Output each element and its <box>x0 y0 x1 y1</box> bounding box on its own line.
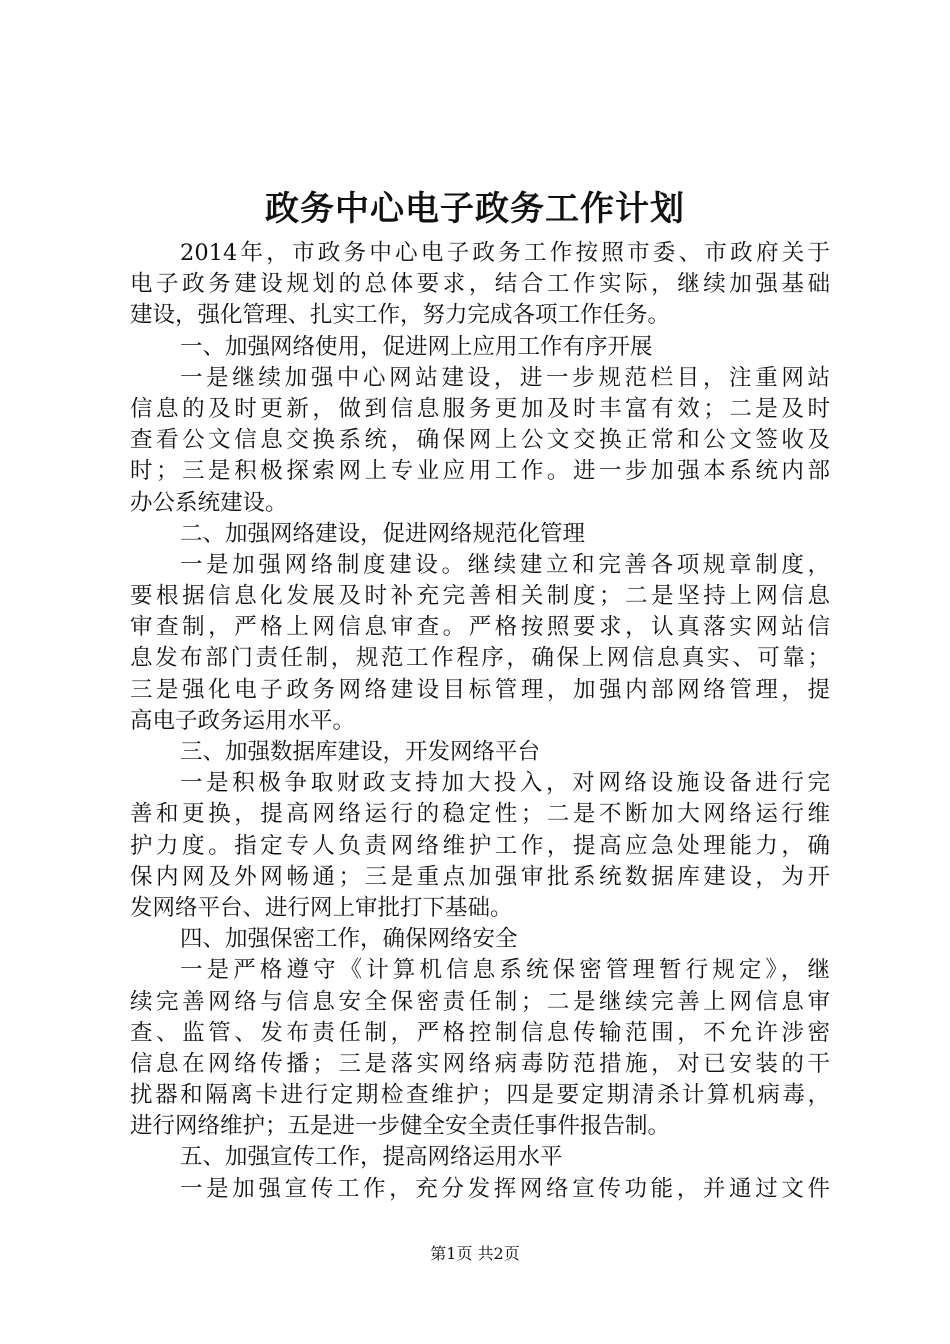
text-line: 息发布部门责任制，规范工作程序，确保上网信息真实、可靠； <box>130 645 830 672</box>
text-line: 查看公文信息交换系统，确保网上公文交换正常和公文签收及 <box>130 427 830 454</box>
section-heading: 四、加强保密工作，确保网络安全 <box>180 926 518 953</box>
text-line: 进行网络维护；五是进一步健全安全责任事件报告制。 <box>130 1113 671 1140</box>
text-line: 信息在网络传播；三是落实网络病毒防范措施，对已安装的干 <box>130 1050 830 1077</box>
text-line: 发网络平台、进行网上审批打下基础。 <box>130 894 513 921</box>
document-title: 政务中心电子政务工作计划 <box>265 189 685 229</box>
text-line: 一是继续加强中心网站建设，进一步规范栏目，注重网站 <box>180 364 830 391</box>
text-line: 高电子政务运用水平。 <box>130 707 356 734</box>
page-number-footer: 第1页 共2页 <box>430 1244 520 1263</box>
text-line: 善和更换，提高网络运行的稳定性；二是不断加大网络运行维 <box>130 801 830 828</box>
text-line: 一是加强宣传工作，充分发挥网络宣传功能，并通过文件 <box>180 1175 830 1202</box>
section-heading: 五、加强宣传工作，提高网络运用水平 <box>180 1144 563 1171</box>
document-body <box>130 238 830 1205</box>
text-line: 时；三是积极探索网上专业应用工作。进一步加强本系统内部 <box>130 458 830 485</box>
section-heading: 一、加强网络使用，促进网上应用工作有序开展 <box>180 333 653 360</box>
text-line: 一是严格遵守《计算机信息系统保密管理暂行规定》，继 <box>180 957 830 984</box>
section-heading: 三、加强数据库建设，开发网络平台 <box>180 739 541 765</box>
text-line: 扰器和隔离卡进行定期检查维护；四是要定期清杀计算机病毒， <box>130 1082 830 1109</box>
text-line: 要根据信息化发展及时补充完善相关制度；二是坚持上网信息 <box>130 583 830 610</box>
text-line: 护力度。指定专人负责网络维护工作，提高应急处理能力，确 <box>130 832 830 859</box>
text-line: 电子政务建设规划的总体要求，结合工作实际，继续加强基础 <box>130 271 830 298</box>
text-line: 查、监管、发布责任制，严格控制信息传输范围，不允许涉密 <box>130 1019 830 1046</box>
text-line: 一是加强网络制度建设。继续建立和完善各项规章制度， <box>180 551 830 578</box>
text-line: 审查制，严格上网信息审查。严格按照要求，认真落实网站信 <box>130 614 830 641</box>
text-line: 三是强化电子政务网络建设目标管理，加强内部网络管理，提 <box>130 676 830 703</box>
text-line: 一是积极争取财政支持加大投入，对网络设施设备进行完 <box>180 770 830 797</box>
text-line: 2014年，市政务中心电子政务工作按照市委、市政府关于 <box>180 240 830 266</box>
text-line: 信息的及时更新，做到信息服务更加及时丰富有效；二是及时 <box>130 395 830 422</box>
section-heading: 二、加强网络建设，促进网络规范化管理 <box>180 520 586 547</box>
text-line: 办公系统建设。 <box>130 489 288 516</box>
text-line: 保内网及外网畅通；三是重点加强审批系统数据库建设，为开 <box>130 863 830 890</box>
text-line: 建设，强化管理、扎实工作，努力完成各项工作任务。 <box>130 302 671 329</box>
text-line: 续完善网络与信息安全保密责任制；二是继续完善上网信息审 <box>130 988 830 1015</box>
